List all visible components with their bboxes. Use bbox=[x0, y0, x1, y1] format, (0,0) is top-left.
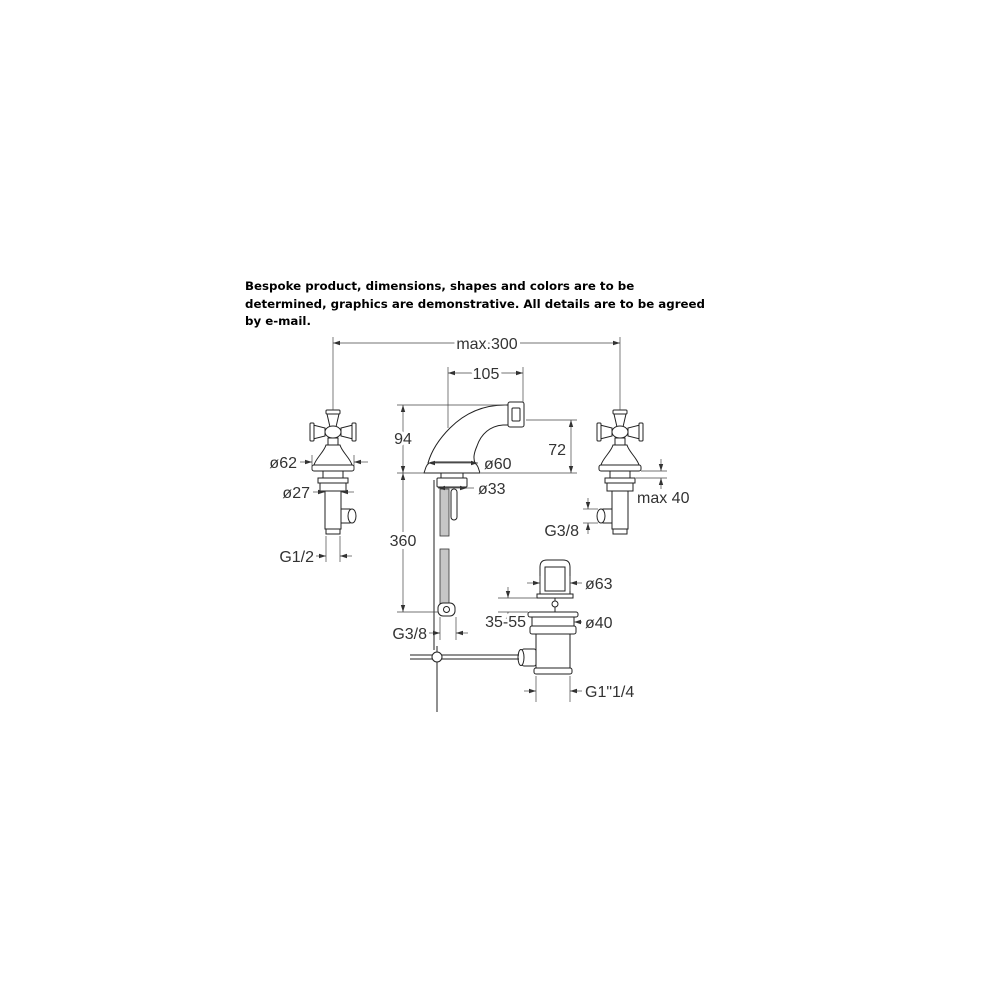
valve-side-outlet-cap bbox=[597, 509, 605, 523]
valve-base-ring bbox=[312, 465, 354, 471]
spout bbox=[424, 402, 524, 487]
valve-side-outlet-cap bbox=[348, 509, 356, 523]
pop-up-knob-band bbox=[537, 594, 573, 598]
arrowhead bbox=[401, 405, 405, 412]
arrowhead bbox=[340, 554, 347, 558]
disclaimer-note-line: determined, graphics are demonstrative. All details are to be agreed bbox=[245, 296, 705, 311]
handle-hub bbox=[325, 426, 341, 438]
arrowhead bbox=[569, 420, 573, 427]
handle-arm-left bbox=[313, 425, 325, 439]
valve-washer bbox=[605, 478, 635, 483]
dimension-label: ø27 bbox=[282, 485, 310, 502]
valve-bell bbox=[314, 445, 352, 465]
valve-shank bbox=[612, 491, 628, 529]
handle-stem bbox=[615, 438, 625, 445]
valve-thread bbox=[323, 471, 343, 478]
arrowhead bbox=[570, 689, 577, 693]
dimension-label: max 40 bbox=[637, 490, 690, 507]
arrowhead bbox=[354, 460, 361, 464]
dimension-mounting-max bbox=[636, 459, 690, 507]
dimension-label: ø33 bbox=[478, 481, 506, 498]
valve-collar bbox=[613, 529, 627, 534]
arrowhead bbox=[401, 466, 405, 473]
dimension-label: ø60 bbox=[484, 456, 512, 473]
valve-nut bbox=[320, 483, 346, 491]
dimension-label: 105 bbox=[472, 366, 500, 383]
arrowhead bbox=[401, 473, 405, 480]
pop-up-lever bbox=[410, 646, 519, 712]
dimension-left-valve-thread bbox=[279, 536, 352, 566]
right-handle-valve bbox=[597, 410, 643, 534]
handle-arm-cap bbox=[352, 423, 356, 441]
disclaimer-note-line: by e-mail. bbox=[245, 314, 311, 328]
dimension-right-valve-thread bbox=[544, 498, 598, 540]
dimension-hose-length bbox=[390, 473, 438, 612]
dimension-label: max.300 bbox=[456, 336, 518, 353]
dimension-label: ø62 bbox=[269, 455, 297, 472]
pop-up-stem-joint bbox=[552, 601, 558, 607]
arrowhead bbox=[401, 605, 405, 612]
dimension-label: ø63 bbox=[585, 576, 613, 593]
arrowhead bbox=[333, 341, 340, 345]
handle-arm-top bbox=[327, 414, 339, 427]
dimension-label: 35-55 bbox=[485, 614, 526, 631]
valve-bell bbox=[601, 445, 639, 465]
hose-lower bbox=[440, 549, 449, 605]
dimension-label: G1/2 bbox=[279, 549, 314, 566]
dimension-knob-diameter bbox=[527, 576, 613, 593]
arrowhead bbox=[433, 631, 440, 635]
dimension-label: G3/8 bbox=[392, 626, 427, 643]
arrowhead bbox=[456, 631, 463, 635]
pop-up-drain bbox=[518, 560, 578, 674]
handle-arm-left bbox=[600, 425, 612, 439]
arrowhead bbox=[529, 689, 536, 693]
arrowhead bbox=[570, 581, 577, 585]
dimension-spout-hose-thread bbox=[392, 617, 468, 643]
drain-flange-lower bbox=[530, 626, 576, 634]
arrowhead bbox=[506, 591, 510, 598]
valve-nut bbox=[607, 483, 633, 491]
dimension-label: ø40 bbox=[585, 615, 613, 632]
valve-thread bbox=[610, 471, 630, 478]
hose-stub bbox=[451, 489, 457, 520]
lever-pivot bbox=[432, 652, 442, 662]
pop-up-knob-panel bbox=[545, 567, 565, 591]
drain-bottom-nut bbox=[534, 668, 572, 674]
left-handle-valve bbox=[310, 410, 356, 534]
drain-body bbox=[536, 634, 570, 670]
spout-hoses bbox=[434, 480, 457, 650]
dimension-label: G1"1/4 bbox=[585, 684, 635, 701]
valve-collar bbox=[326, 529, 340, 534]
disclaimer-note-line: Bespoke product, dimensions, shapes and colors are to be bbox=[245, 279, 635, 293]
dimension-label: 360 bbox=[389, 533, 417, 550]
handle-arm-right bbox=[341, 425, 353, 439]
arrowhead bbox=[569, 466, 573, 473]
arrowhead bbox=[613, 341, 620, 345]
dimension-drain-thread bbox=[524, 676, 634, 702]
arrowhead bbox=[586, 523, 590, 530]
handle-stem bbox=[328, 438, 338, 445]
arrowhead bbox=[659, 478, 663, 485]
hose-upper bbox=[440, 489, 449, 536]
dimension-label: 94 bbox=[394, 431, 412, 448]
spout-shank-nut bbox=[437, 478, 467, 487]
dimension-label: G3/8 bbox=[544, 523, 579, 540]
arrowhead bbox=[448, 371, 455, 375]
spout-body bbox=[428, 405, 510, 463]
drain-flange-top bbox=[528, 612, 578, 617]
arrowhead bbox=[533, 581, 540, 585]
handle-hub bbox=[612, 426, 628, 438]
drain-side-cap bbox=[518, 650, 524, 666]
handle-arm-cap bbox=[613, 410, 627, 414]
valve-washer bbox=[318, 478, 348, 483]
handle-arm-cap bbox=[326, 410, 340, 414]
handle-arm-cap bbox=[597, 423, 601, 441]
valve-shank bbox=[325, 491, 341, 529]
drain-flange bbox=[532, 617, 574, 626]
handle-arm-top bbox=[614, 414, 626, 427]
arrowhead bbox=[516, 371, 523, 375]
handle-arm-cap bbox=[639, 423, 643, 441]
dimension-label: 72 bbox=[548, 442, 566, 459]
arrowhead bbox=[659, 464, 663, 471]
handle-arm-right bbox=[628, 425, 640, 439]
arrowhead bbox=[319, 554, 326, 558]
spout-shank bbox=[441, 473, 463, 478]
hose-connector-hole bbox=[444, 607, 450, 613]
valve-base-ring bbox=[599, 465, 641, 471]
spout-outlet-nozzle bbox=[512, 408, 520, 421]
dimension-drain-diameter bbox=[574, 615, 613, 632]
arrowhead bbox=[586, 502, 590, 509]
dimension-stem-adjustment bbox=[485, 587, 537, 631]
handle-arm-cap bbox=[310, 423, 314, 441]
arrowhead bbox=[574, 620, 581, 624]
arrowhead bbox=[305, 460, 312, 464]
